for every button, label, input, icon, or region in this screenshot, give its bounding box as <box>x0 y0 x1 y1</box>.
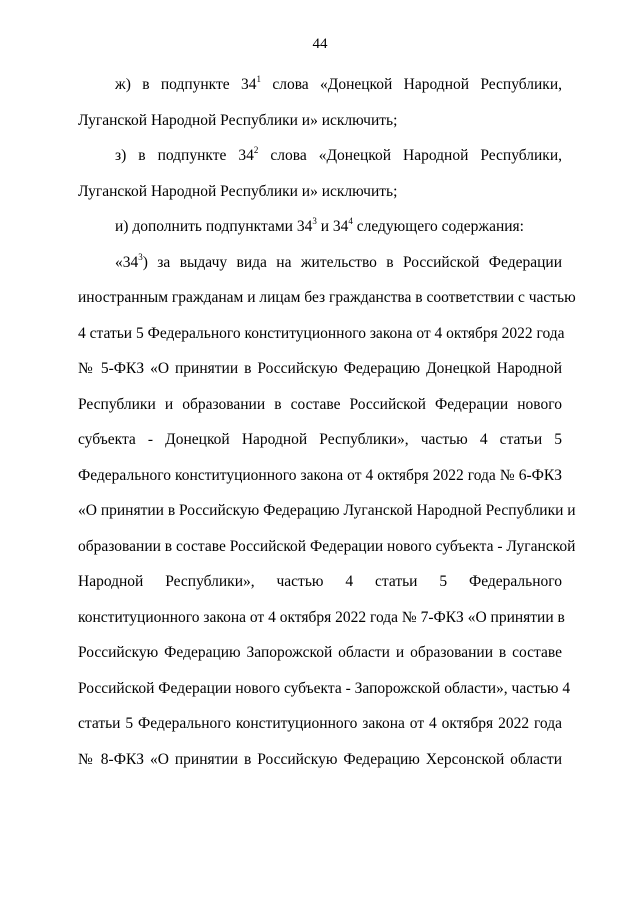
quote-line: № 8-ФКЗ «О принятии в Российскую Федерацию Херсонской области <box>78 750 562 768</box>
item-i-part2: и 34 <box>316 218 349 235</box>
item-zh-line-1 <box>78 75 562 111</box>
quote-line: Российской Федерации нового субъекта - Запорожской области», частью 4 <box>78 679 571 697</box>
item-i-part1: и) дополнить подпунктами 34 <box>115 218 313 235</box>
quote-line: конституционного закона от 4 октября 2022 года № 7-ФКЗ «О принятии в <box>78 608 565 626</box>
item-i-line <box>78 217 562 253</box>
quote-line: Народной Республики», частью 4 статьи 5 Федерального <box>78 573 562 590</box>
item-zh-line1-rest: слова «Донецкой Народной Республики, <box>261 76 562 93</box>
quote-sup: 3 <box>138 251 143 262</box>
item-i-sup1: 3 <box>312 216 317 226</box>
quote-line: образовании в составе Российской Федерации нового субъекта - Луганской <box>78 537 576 555</box>
quote-line: иностранным гражданам и лицам без гражданства в соответствии с частью <box>78 289 576 306</box>
quote-line: Российскую Федерацию Запорожской области и образовании в составе <box>78 644 562 661</box>
quote-line: № 5-ФКЗ «О принятии в Российскую Федерацию Донецкой Народной <box>78 360 562 377</box>
item-i-sup2: 4 <box>348 216 353 226</box>
item-z-line1-rest: слова «Донецкой Народной Республики, <box>258 147 562 164</box>
quote-start: «34 <box>115 253 139 271</box>
quote-line-start <box>78 253 562 289</box>
body-text <box>78 74 576 785</box>
item-zh-sup: 1 <box>256 74 261 84</box>
quote-line: 4 статьи 5 Федерального конституционного закона от 4 октября 2022 года <box>78 324 565 342</box>
page-number: 44 <box>312 36 328 52</box>
quote-line: субъекта - Донецкой Народной Республики», частью 4 статьи 5 <box>78 431 562 448</box>
quote-line: «О принятии в Российскую Федерацию Луганской Народной Республики и <box>78 502 576 519</box>
quote-line: Федерального конституционного закона от 4 октября 2022 года № 6-ФКЗ <box>78 466 562 484</box>
quote-start-rest: ) за выдачу вида на жительство в Российской Федерации <box>142 253 562 271</box>
quote-line: статьи 5 Федерального конституционного закона от 4 октября 2022 года <box>78 715 562 732</box>
item-z-line-2: Луганской Народной Республики и» исключить; <box>78 182 398 200</box>
item-z-line-1 <box>78 146 562 182</box>
item-z-sup: 2 <box>253 145 259 155</box>
item-zh-line-2: Луганской Народной Республики и» исключить; <box>78 111 398 129</box>
item-z-label: з) в подпункте 34 <box>115 147 254 164</box>
quote-line: Республики и образовании в составе Российской Федерации нового <box>78 395 562 413</box>
item-i-part3: следующего содержания: <box>352 218 524 235</box>
item-zh-label: ж) в подпункте 34 <box>115 76 257 93</box>
